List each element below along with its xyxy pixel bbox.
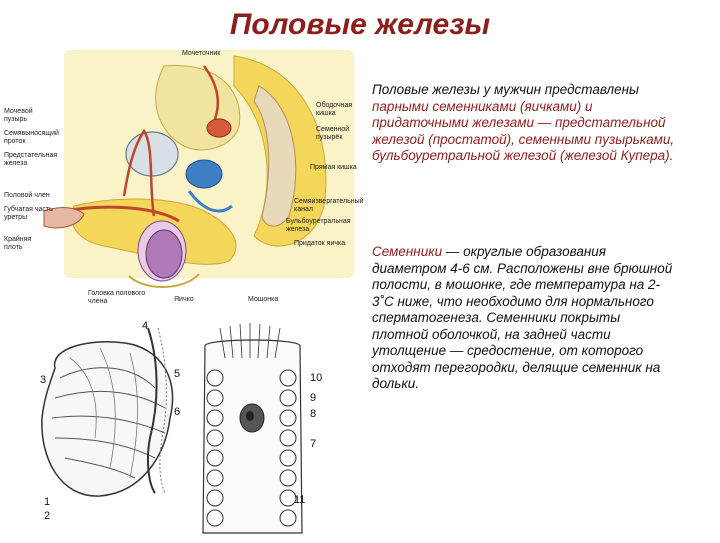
label-testis: Яичко <box>174 296 194 303</box>
label-glans-penis: Головка полового члена <box>88 290 146 305</box>
paragraph-testes-text: — округлые образования диаметром 4-6 см. Расположены вне брюшной полости, в мошонке, где температура на 2-3˚С ниже, что необходимо для нормального сперматогенеза. Семенники покрыты плотной оболочкой, на задней части утолщение — средостение, от которого отходят перегородки, делящие семенник на дольки. <box>372 244 673 391</box>
anatomy-sagittal-diagram <box>4 46 362 306</box>
paragraph-intro <box>372 82 678 165</box>
term-testes: Семенники <box>372 244 443 259</box>
number-1: 1 <box>44 496 51 508</box>
label-seminal-vesicle: Семенной пузырёк <box>316 126 350 141</box>
number-6: 6 <box>174 406 181 418</box>
label-rectum: Прямая кишка <box>310 164 357 171</box>
number-3: 3 <box>40 374 47 386</box>
number-9: 9 <box>310 392 317 404</box>
label-penis: Половой член <box>4 192 50 199</box>
number-7: 7 <box>310 438 317 450</box>
number-8: 8 <box>310 408 317 420</box>
label-epididymis: Придаток яичка <box>294 240 346 247</box>
label-foreskin: Крайняя плоть <box>4 236 32 251</box>
number-5: 5 <box>174 368 181 380</box>
label-urinary-bladder: Мочевой пузырь <box>4 108 33 123</box>
label-vas-deferens: Семявыносящий проток <box>4 130 59 145</box>
label-scrotum: Мошонка <box>248 296 279 303</box>
testis-structure-illustration <box>30 318 330 538</box>
paragraph-intro-highlight: парными семенниками (яичками) и придаточными железами — предстательной железой (простатой), семенными пузырьками, бульбоуретральной железой (железой Купера). <box>372 98 675 163</box>
label-bulbourethral-gland: Бульбоуретральная железа <box>286 218 351 233</box>
slide-title: Половые железы <box>229 8 491 41</box>
number-10: 10 <box>310 372 323 384</box>
number-11: 11 <box>294 494 306 506</box>
label-colon: Ободочная кишка <box>316 102 353 117</box>
label-spongy-urethra: Губчатая часть уретры <box>4 206 53 221</box>
paragraph-testes <box>372 244 678 393</box>
paragraph-intro-text: Половые железы у мужчин представлены <box>372 82 639 97</box>
label-prostate: Предстательная железа <box>4 152 58 167</box>
number-4: 4 <box>142 320 149 332</box>
testis-histology-diagram <box>30 318 330 538</box>
label-ejaculatory-duct: Семяизвергательный канал <box>294 198 364 213</box>
male-reproductive-system-illustration <box>4 46 362 306</box>
label-ureter: Мочеточник <box>182 50 221 57</box>
number-2: 2 <box>44 510 51 522</box>
